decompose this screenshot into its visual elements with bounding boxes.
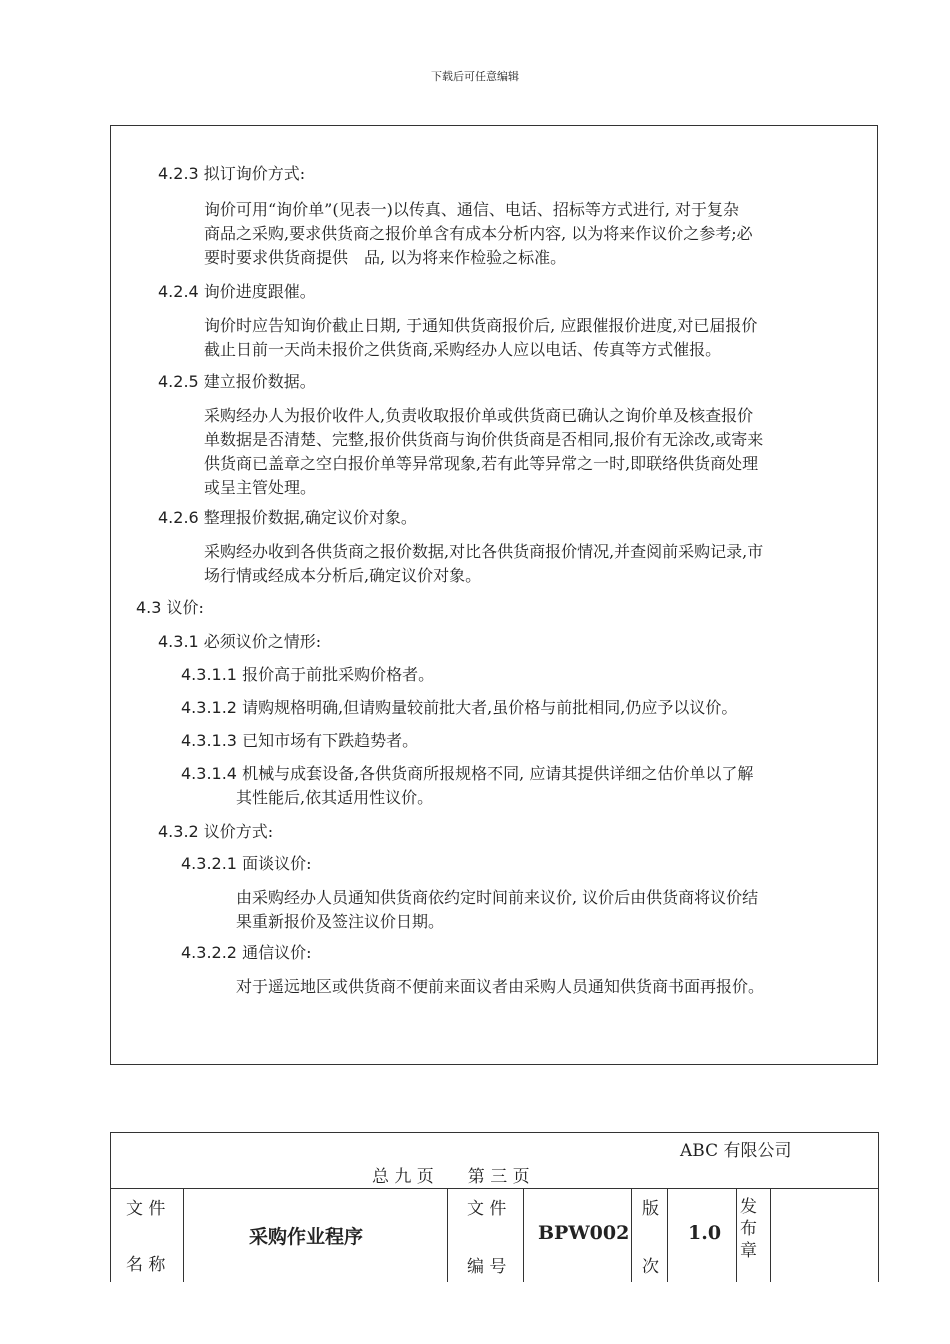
section-4-3-1-3	[181, 729, 418, 753]
footer-column-divider	[770, 1188, 771, 1282]
header-note: 下载后可任意编辑	[431, 70, 519, 83]
section-number: 4.3.1.4	[181, 764, 237, 783]
section-4-3-heading	[136, 596, 204, 620]
section-number: 4.3.1	[158, 632, 199, 651]
section-title: 机械与成套设备,各供货商所报规格不同, 应请其提供详细之估价单以了解	[236, 764, 754, 783]
document-code: BPW002	[538, 1222, 630, 1244]
paragraph-line: 供货商已盖章之空白报价单等异常现象,若有此等异常之一时,即联络供货商处理	[204, 454, 759, 473]
paragraph-line: 由采购经办人员通知供货商依约定时间前来议价, 议价后由供货商将议价结	[236, 888, 759, 907]
paragraph-line: 或呈主管处理。	[204, 478, 317, 497]
section-number: 4.3.1.1	[181, 665, 237, 684]
footer-divider	[110, 1188, 879, 1189]
section-4-2-3-heading	[158, 162, 305, 186]
paragraph-line: 其性能后,依其适用性议价。	[236, 788, 434, 807]
footer-column-divider	[183, 1188, 184, 1282]
section-title: 请购规格明确,但请购量较前批大者,虽价格与前批相同,仍应予以议价。	[236, 698, 738, 717]
section-title: 建立报价数据。	[198, 372, 316, 391]
paragraph-line: 截止日前一天尚未报价之供货商,采购经办人应以电话、传真等方式催报。	[204, 340, 722, 359]
section-title: 通信议价:	[236, 943, 312, 962]
section-number: 4.3.1.2	[181, 698, 237, 717]
paragraph-line: 采购经办人为报价收件人,负责收取报价单或供货商已确认之询价单及核查报价	[204, 406, 754, 425]
section-number: 4.2.4	[158, 282, 199, 301]
paragraph-line: 采购经办收到各供货商之报价数据,对比各供货商报价情况,并查阅前采购记录,市	[204, 542, 764, 561]
section-number: 4.3.2.2	[181, 943, 237, 962]
footer-column-divider	[631, 1188, 632, 1282]
section-4-3-1-4	[181, 762, 753, 786]
paragraph-line: 果重新报价及签注议价日期。	[236, 912, 445, 931]
section-4-3-1-heading	[158, 630, 321, 654]
doc-code-label: 编 号	[467, 1257, 507, 1277]
section-title: 已知市场有下跌趋势者。	[236, 731, 419, 750]
footer-column-divider	[667, 1188, 668, 1282]
footer-column-divider	[447, 1188, 448, 1282]
section-number: 4.2.3	[158, 164, 199, 183]
section-title: 询价进度跟催。	[198, 282, 316, 301]
footer-column-divider	[523, 1188, 524, 1282]
publish-label: 发	[740, 1197, 757, 1217]
section-title: 议价:	[161, 598, 204, 617]
section-title: 报价高于前批采购价格者。	[236, 665, 435, 684]
publish-label: 章	[740, 1241, 757, 1261]
version-number: 1.0	[688, 1222, 722, 1244]
section-title: 整理报价数据,确定议价对象。	[198, 508, 417, 527]
paragraph-line: 要时要求供货商提供 品, 以为将来作检验之标准。	[204, 248, 567, 267]
section-4-3-1-1	[181, 663, 434, 687]
section-4-3-2-2	[181, 941, 311, 965]
section-title: 必须议价之情形:	[198, 632, 322, 651]
section-4-3-2-heading	[158, 820, 273, 844]
paragraph-line: 商品之采购,要求供货商之报价单含有成本分析内容, 以为将来作议价之参考;必	[204, 224, 753, 243]
paragraph-line: 单数据是否清楚、完整,报价供货商与询价供货商是否相同,报价有无涂改,或寄来	[204, 430, 764, 449]
document-footer-table	[110, 1132, 879, 1282]
section-number: 4.3.2.1	[181, 854, 237, 873]
section-title: 议价方式:	[198, 822, 274, 841]
section-number: 4.2.5	[158, 372, 199, 391]
section-number: 4.3	[136, 598, 162, 617]
section-4-2-5-heading	[158, 370, 316, 394]
section-4-3-2-1	[181, 852, 311, 876]
section-4-3-1-2	[181, 696, 737, 720]
section-title: 面谈议价:	[236, 854, 312, 873]
paragraph-line: 场行情或经成本分析后,确定议价对象。	[204, 566, 482, 585]
version-label: 次	[642, 1257, 659, 1277]
paragraph-line: 对于遥远地区或供货商不便前来面议者由采购人员通知供货商书面再报价。	[236, 977, 765, 996]
section-number: 4.3.2	[158, 822, 199, 841]
version-label: 版	[642, 1199, 659, 1219]
paragraph-line: 询价时应告知询价截止日期, 于通知供货商报价后, 应跟催报价进度,对已届报价	[204, 316, 758, 335]
company-name: ABC 有限公司	[680, 1141, 792, 1161]
publish-label: 布	[740, 1219, 757, 1239]
section-4-2-4-heading	[158, 280, 316, 304]
section-number: 4.3.1.3	[181, 731, 237, 750]
doc-code-label: 文 件	[467, 1199, 507, 1219]
doc-name-label: 文 件	[126, 1199, 166, 1219]
section-number: 4.2.6	[158, 508, 199, 527]
paragraph-line: 询价可用“询价单”(见表一)以传真、通信、电话、招标等方式进行, 对于复杂	[204, 200, 740, 219]
section-4-2-6-heading	[158, 506, 417, 530]
document-title: 采购作业程序	[249, 1226, 364, 1248]
page-count: 总 九 页 第 三 页	[372, 1167, 530, 1187]
section-title: 拟订询价方式:	[198, 164, 306, 183]
footer-column-divider	[736, 1188, 737, 1282]
doc-name-label: 名 称	[126, 1255, 166, 1275]
